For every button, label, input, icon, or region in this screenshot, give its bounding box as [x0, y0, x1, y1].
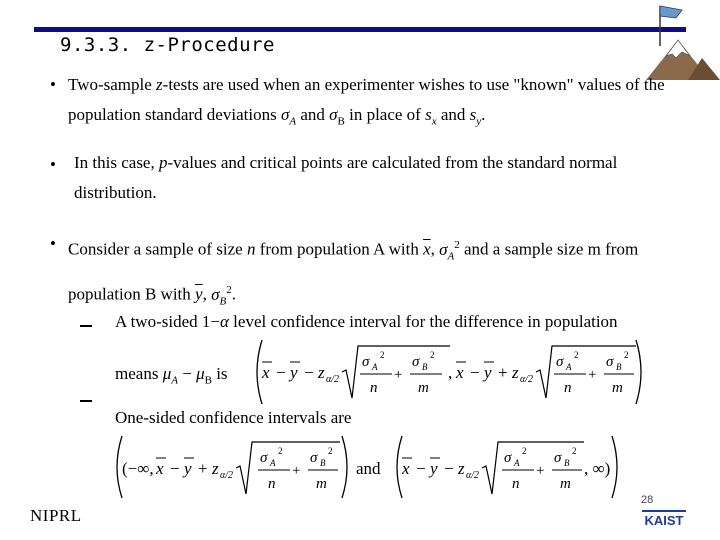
svg-text:σ: σ: [556, 354, 564, 370]
svg-text:−: −: [444, 459, 454, 478]
bullet-1-text: Two-sample z-tests are used when an experimenter wishes to use "known" values of the population standard deviations $\sigma_A$ and $\sigma_B$ in place of $s_x$ and $s_y$.: [68, 75, 665, 128]
svg-text:2: 2: [328, 446, 333, 456]
svg-text:2: 2: [572, 446, 577, 456]
pos-infinity-label: , ∞): [584, 459, 611, 478]
svg-text:m: m: [316, 476, 327, 492]
svg-text:+: +: [394, 367, 403, 383]
svg-text:y: y: [290, 363, 298, 382]
bullet-dot: •: [50, 155, 56, 174]
bullet-2-text: In this case, p-values and critical points are calculated from the standard normal distribution.: [74, 153, 618, 202]
svg-text:m: m: [560, 476, 571, 492]
svg-text:−: −: [276, 363, 286, 382]
svg-text:y: y: [430, 459, 438, 478]
svg-text:B: B: [320, 458, 326, 468]
svg-text:−: −: [416, 459, 426, 478]
svg-text:−: −: [304, 363, 314, 382]
svg-text:σ: σ: [412, 354, 420, 370]
svg-text:B: B: [616, 362, 622, 372]
bullet-dot: •: [50, 234, 56, 253]
svg-text:2: 2: [574, 350, 579, 360]
svg-text:n: n: [268, 476, 276, 492]
svg-text:z: z: [212, 459, 219, 478]
sub-item-1-line2: means $\mu_A - \mu_B$ is: [115, 364, 228, 387]
svg-text:σ: σ: [310, 450, 318, 466]
svg-text:α/2: α/2: [466, 470, 480, 481]
svg-text:n: n: [512, 476, 520, 492]
bullet-dot: •: [50, 75, 56, 94]
svg-text:2: 2: [430, 350, 435, 360]
svg-text:2: 2: [278, 446, 283, 456]
svg-text:2: 2: [624, 350, 629, 360]
svg-text:α/2: α/2: [220, 470, 234, 481]
svg-text:B: B: [564, 458, 570, 468]
svg-text:σ: σ: [504, 450, 512, 466]
svg-text:σ: σ: [362, 354, 370, 370]
kaist-logo-icon: [642, 508, 686, 528]
svg-text:+: +: [292, 463, 301, 479]
svg-text:σ: σ: [606, 354, 614, 370]
svg-text:A: A: [566, 362, 572, 372]
svg-text:z: z: [318, 363, 325, 382]
svg-text:α/2: α/2: [520, 374, 534, 385]
svg-text:+: +: [536, 463, 545, 479]
svg-text:z: z: [512, 363, 519, 382]
sub-item-1-line1: A two-sided 1−α level confidence interval for the difference in population: [115, 312, 618, 331]
svg-text:α/2: α/2: [326, 374, 340, 385]
svg-text:n: n: [370, 380, 378, 396]
svg-text:−: −: [170, 459, 180, 478]
svg-text:+: +: [588, 367, 597, 383]
svg-text:2: 2: [380, 350, 385, 360]
sub-item-2-text: One-sided confidence intervals are: [115, 408, 352, 427]
svg-text:+: +: [198, 459, 208, 478]
svg-text:x: x: [402, 459, 410, 478]
bullet-3-text: Consider a sample of size n from population A with $\overline{x}$, $\sigma_A^2$ and a sample size m from population B with $\overline{y}$, $\sigma_B^2$.: [68, 239, 639, 308]
svg-text:A: A: [514, 458, 520, 468]
svg-text:σ: σ: [554, 450, 562, 466]
svg-text:B: B: [422, 362, 428, 372]
niprl-footer-label: NIPRL: [30, 506, 82, 525]
page-number: 28: [641, 494, 654, 506]
svg-text:x: x: [456, 363, 464, 382]
svg-text:n: n: [564, 380, 572, 396]
svg-text:σ: σ: [260, 450, 268, 466]
neg-infinity-label: (−∞,: [122, 459, 154, 478]
slide-title: 9.3.3. z-Procedure: [60, 34, 275, 56]
svg-text:y: y: [184, 459, 192, 478]
svg-text:A: A: [270, 458, 276, 468]
svg-text:2: 2: [522, 446, 527, 456]
and-label: and: [356, 459, 381, 478]
svg-text:m: m: [418, 380, 429, 396]
svg-text:−: −: [470, 363, 480, 382]
svg-text:+: +: [498, 363, 508, 382]
svg-text:z: z: [458, 459, 465, 478]
svg-text:KAIST: KAIST: [644, 513, 684, 528]
svg-text:,: ,: [448, 363, 453, 382]
svg-text:x: x: [156, 459, 164, 478]
svg-text:A: A: [372, 362, 378, 372]
svg-text:y: y: [484, 363, 492, 382]
svg-text:m: m: [612, 380, 623, 396]
svg-text:x: x: [262, 363, 270, 382]
